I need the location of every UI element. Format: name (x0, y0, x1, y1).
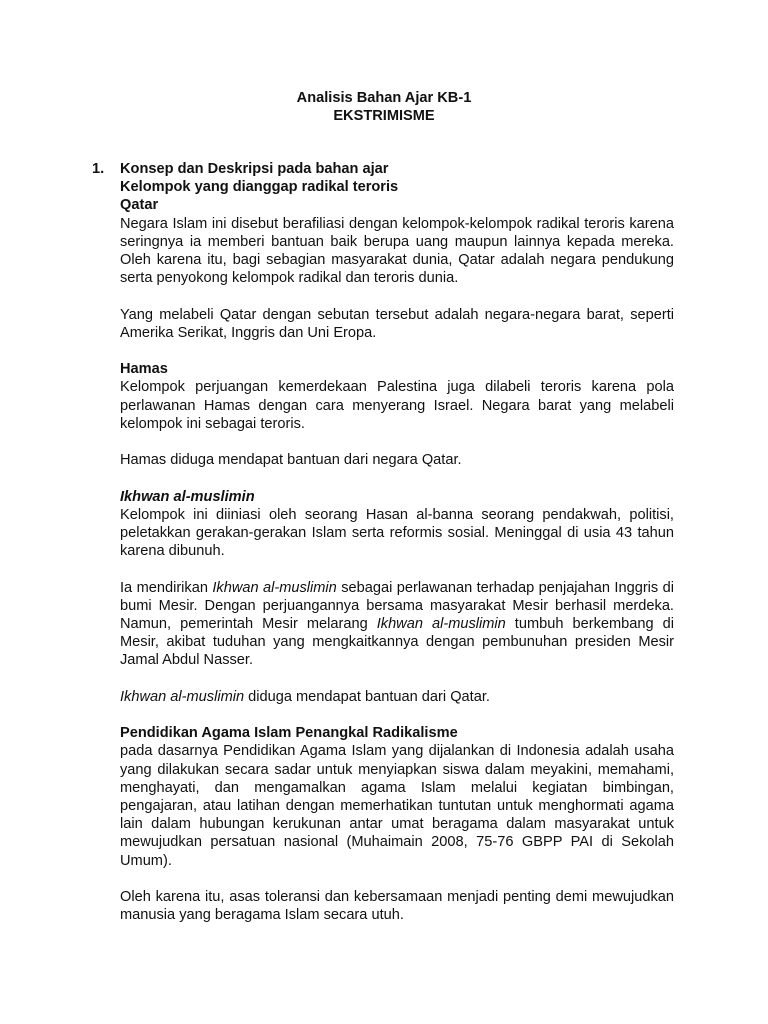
ikhwan-p2-text-c: tumbuh berkembang di Mesir, akibat tuduhan yang mengkaitkannya dengan pembunuhan presiden Mesir Jamal Abdul Nasser. (120, 616, 675, 669)
qatar-paragraph-1: Negara Islam ini disebut berafiliasi dengan kelompok-kelompok radikal teroris karena seringnya ia memberi bantuan baik berupa uang maupun lainnya kepada mereka. Oleh karena itu, bagi sebagian masyarakat dunia, Qatar adalah negara pendukung serta penyokong kelompok radikal dan teroris dunia. (120, 215, 674, 287)
ikhwan-p2-text-b: sebagai perlawanan terhadap penjajahan Inggris di bumi Mesir. Dengan perjuangannya bersama masyarakat Mesir berhasil merdeka. Namun, pemerintah Mesir melarang (120, 579, 674, 632)
ikhwan-p3-italic: Ikhwan al-muslimin (120, 688, 245, 705)
hamas-paragraph-1: Kelompok perjuangan kemerdekaan Palestina juga dilabeli teroris karena pola perlawanan Hamas dengan cara menyerang Israel. Negara barat yang melabeli kelompok ini sebagai teroris. (120, 379, 674, 432)
ikhwan-paragraph-3 (120, 688, 674, 706)
section-heading-pai: Pendidikan Agama Islam Penangkal Radikalisme (120, 725, 458, 742)
section-heading-ikhwan: Ikhwan al-muslimin (120, 488, 255, 505)
ikhwan-paragraph-2 (120, 579, 674, 670)
heading-main: Konsep dan Deskripsi pada bahan ajar (120, 161, 389, 177)
ikhwan-p2-text-a: Ia mendirikan (120, 579, 213, 596)
ikhwan-p2-italic-1: Ikhwan al-muslimin (212, 579, 337, 596)
section-heading-qatar: Qatar (120, 197, 159, 214)
hamas-paragraph-2: Hamas diduga mendapat bantuan dari negara Qatar. (120, 452, 462, 469)
ikhwan-p3-text: diduga mendapat bantuan dari Qatar. (244, 688, 490, 705)
heading-sub: Kelompok yang dianggap radikal teroris (120, 179, 399, 196)
document-title: Analisis Bahan Ajar KB-1 (296, 90, 472, 106)
pai-paragraph-1: pada dasarnya Pendidikan Agama Islam yang dijalankan di Indonesia adalah usaha yang dilakukan secara sadar untuk menyiapkan siswa dalam meyakini, memahami, menghayati, dan mengamalkan agama Islam melalui kegiatan bimbingan, pengajaran, atau latihan dengan memerhatikan tuntutan untuk menghormati agama lain dalam hubungan kerukunan antar umat beragama dalam masyarakat untuk mewujudkan persatuan nasional (Muhaimain 2008, 75-76 GBPP PAI di Sekolah Umum). (120, 743, 674, 869)
document-content (120, 160, 674, 924)
list-number: 1. (92, 161, 105, 177)
ikhwan-paragraph-1: Kelompok ini diiniasi oleh seorang Hasan al-banna seorang pendakwah, politisi, peletakkan gerakan-gerakan Islam serta reformis sosial. Meninggal di usia 43 tahun karena dibunuh. (120, 506, 674, 560)
ikhwan-p2-italic-2: Ikhwan al-muslimin (376, 616, 506, 632)
qatar-paragraph-2: Yang melabeli Qatar dengan sebutan tersebut adalah negara-negara barat, seperti Amerika Serikat, Inggris dan Uni Eropa. (120, 306, 674, 341)
section-heading-hamas: Hamas (120, 361, 168, 378)
pai-paragraph-2: Oleh karena itu, asas toleransi dan kebersamaan menjadi penting demi mewujudkan manusia yang beragama Islam secara utuh. (120, 889, 674, 924)
document-subtitle: EKSTRIMISME (333, 108, 435, 124)
